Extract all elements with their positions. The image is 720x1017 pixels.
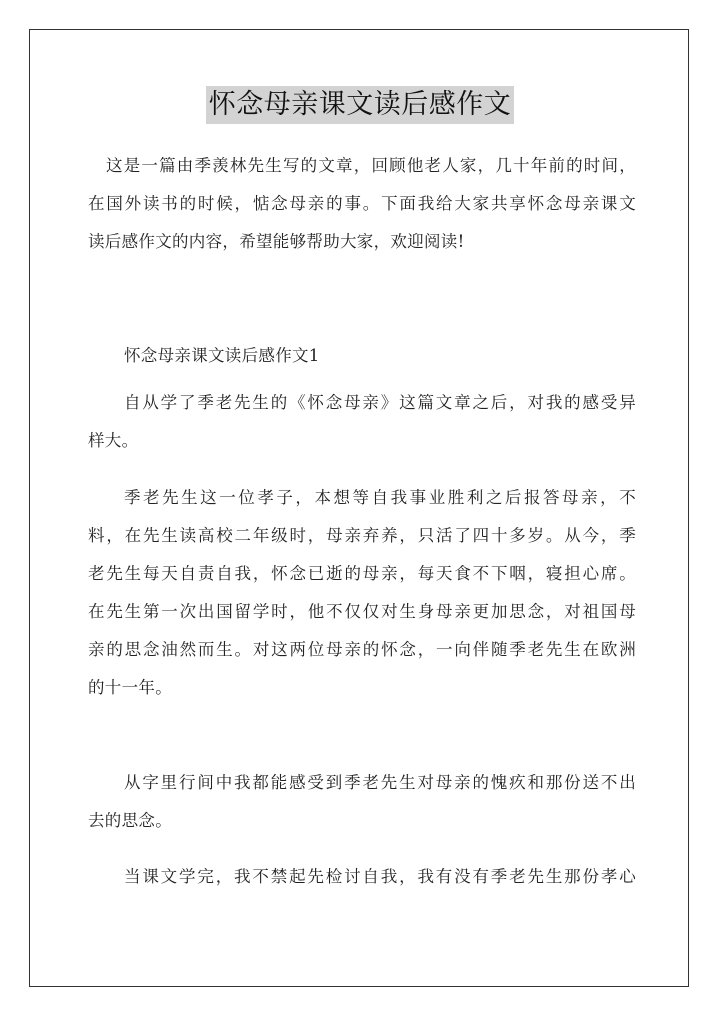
document-title: 怀念母亲课文读后感作文: [206, 86, 515, 124]
body-paragraph-2: [88, 479, 636, 707]
paragraph-line: 从字里行间中我都能感受到季老先生对母亲的愧疚和那份送不出: [124, 773, 636, 792]
intro-line: 在国外读书的时候，惦念母亲的事。下面我给大家共享怀念母亲课文: [88, 194, 636, 213]
body-paragraph-1: [88, 384, 636, 460]
paragraph-line: 在先生第一次出国留学时，他不仅仅对生身母亲更加思念，对祖国母: [88, 602, 636, 621]
body-paragraph-4: [88, 858, 636, 896]
paragraph-line: 自从学了季老先生的《怀念母亲》这篇文章之后，对我的感受异: [124, 393, 636, 412]
body-paragraph-3: [88, 764, 636, 840]
paragraph-line: 样大。: [88, 431, 139, 450]
paragraph-line: 当课文学完，我不禁起先检讨自我，我有没有季老先生那份孝心: [124, 867, 636, 886]
paragraph-line: 老先生每天自责自我，怀念已逝的母亲，每天食不下咽，寝担心席。: [88, 564, 636, 583]
paragraph-line: 去的思念。: [88, 811, 172, 830]
intro-paragraph: [88, 147, 636, 261]
title-container: [0, 86, 720, 124]
section-heading-text: 怀念母亲课文读后感作文1: [124, 346, 320, 365]
section-heading: [88, 337, 636, 375]
paragraph-line: 料，在先生读高校二年级时，母亲弃养，只活了四十多岁。从今，季: [88, 526, 636, 545]
paragraph-line: 亲的思念油然而生。对这两位母亲的怀念，一向伴随季老先生在欧洲: [88, 640, 636, 659]
intro-line: 这是一篇由季羡林先生写的文章，回顾他老人家，几十年前的时间，: [106, 156, 636, 175]
paragraph-line: 的十一年。: [88, 678, 172, 697]
paragraph-line: 季老先生这一位孝子，本想等自我事业胜利之后报答母亲，不: [124, 488, 636, 507]
intro-line: 读后感作文的内容，希望能够帮助大家，欢迎阅读!: [88, 232, 465, 251]
